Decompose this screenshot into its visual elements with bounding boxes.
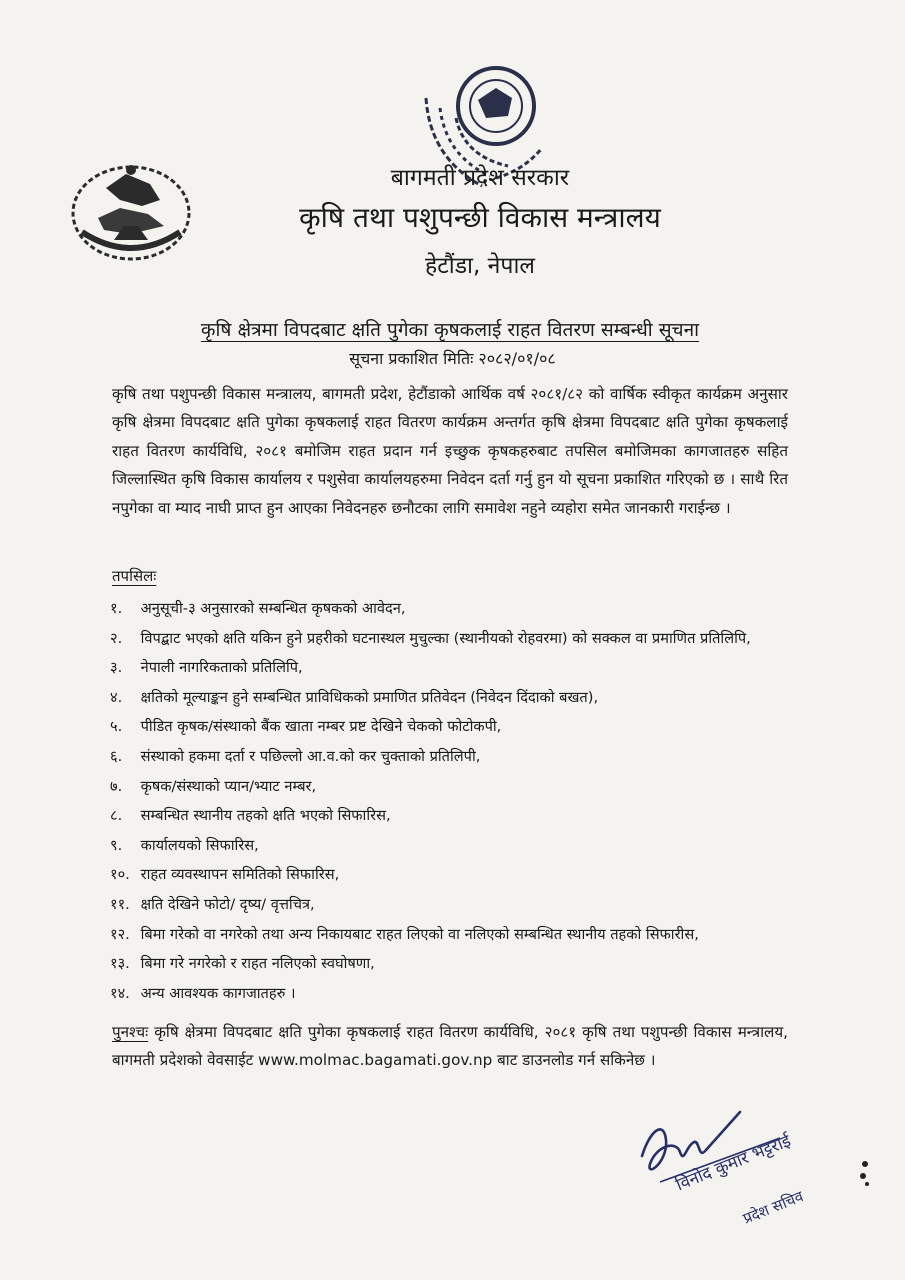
list-item xyxy=(110,712,790,742)
postscript-note xyxy=(112,1018,788,1074)
list-item xyxy=(110,949,790,979)
list-item-number: ६. xyxy=(110,747,123,765)
list-item xyxy=(110,920,790,950)
list-item xyxy=(110,772,790,802)
list-item xyxy=(110,653,790,683)
list-item-text: नेपाली नागरिकताको प्रतिलिपि, xyxy=(140,659,303,677)
list-item-text: अनुसूची-३ अनुसारको सम्बन्धित कृषकको आवेदन, xyxy=(140,600,406,617)
government-name: बागमती प्रदेश सरकार xyxy=(390,165,570,191)
ministry-name: कृषि तथा पशुपन्छी विकास मन्त्रालय xyxy=(299,201,661,234)
list-item xyxy=(110,979,790,1009)
office-location: हेटौंडा, नेपाल xyxy=(424,253,536,279)
list-item-text: अन्य आवश्यक कागजातहरु । xyxy=(140,984,296,1002)
list-item xyxy=(110,801,790,831)
list-item-number: १. xyxy=(110,600,123,617)
list-item-text: क्षतिको मूल्याङ्कन हुने सम्बन्धित प्राविधिकको प्रमाणित प्रतिवेदन (निवेदन दिंदाको बखत), xyxy=(140,688,599,706)
list-item-text: सम्बन्धित स्थानीय तहको क्षति भएको सिफारिस, xyxy=(140,807,391,825)
list-item-number: ५. xyxy=(110,718,123,736)
list-item-text: संस्थाको हकमा दर्ता र पछिल्लो आ.व.को कर चुक्ताको प्रतिलिपी, xyxy=(140,747,481,765)
list-item-number: ८. xyxy=(110,807,123,825)
list-item xyxy=(110,831,790,861)
list-heading: तपसिलः xyxy=(112,567,157,585)
list-item xyxy=(110,594,790,624)
list-item-number: १२. xyxy=(110,925,130,943)
signatory-designation: प्रदेश सचिव xyxy=(740,1187,806,1228)
list-item-text: क्षति देखिने फोटो/ दृष्य/ वृत्तचित्र, xyxy=(140,895,315,913)
list-item-number: ७. xyxy=(110,777,123,795)
list-item-number: ११. xyxy=(110,895,130,913)
postscript-label: पुनश्चः xyxy=(112,1023,149,1041)
signature-block xyxy=(620,1090,840,1240)
list-item-text: विपद्बाट भएको क्षति यकिन हुने प्रहरीको घटनास्थल मुचुल्का (स्थानीयको रोहवरमा) को सक्कल वा प्रमाणित प्रतिलिपि, xyxy=(140,629,751,647)
list-item-text: बिमा गरेको वा नगरेको तथा अन्य निकायबाट राहत लिएको वा नलिएको सम्बन्धित स्थानीय तहको सिफारीस, xyxy=(140,925,699,943)
list-item-text: कृषक/संस्थाको प्यान/भ्याट नम्बर, xyxy=(140,777,317,795)
signatory-name: विनोद कुमार भट्टराई xyxy=(673,1131,794,1196)
list-item-text: पीडित कृषक/संस्थाको बैंक खाता नम्बर प्रष्ट देखिने चेकको फोटोकपी, xyxy=(140,718,502,736)
list-item-number: ३. xyxy=(110,659,123,677)
list-item-text: बिमा गरे नगरेको र राहत नलिएको स्वघोषणा, xyxy=(140,955,375,973)
list-item-text: राहत व्यवस्थापन समितिको सिफारिस, xyxy=(140,866,340,884)
list-item-number: १०. xyxy=(110,866,130,884)
list-item-number: १३. xyxy=(110,955,130,973)
required-documents-list xyxy=(110,594,790,1008)
published-date: सूचना प्रकाशित मितिः २०८२/०१/०८ xyxy=(349,349,556,368)
list-item-number: २. xyxy=(110,629,123,647)
list-item-number: ४. xyxy=(110,688,123,706)
list-item-number: ९. xyxy=(110,836,123,854)
scan-mark-icon xyxy=(858,1158,872,1188)
list-item xyxy=(110,624,790,654)
nepal-emblem-icon xyxy=(68,160,194,266)
postscript-text: कृषि क्षेत्रमा विपदबाट क्षति पुगेका कृषकलाई राहत वितरण कार्यविधि, २०८१ कृषि तथा पशुपन्छी विकास मन्त्रालय, बागमती प्रदेशको वेवसाईट www.molmac.bagamati.gov.np बाट डाउनलोड गर्न सकिनेछ । xyxy=(112,1023,788,1069)
notice-title: कृषि क्षेत्रमा विपदबाट क्षति पुगेका कृषकलाई राहत वितरण सम्बन्धी सूचना xyxy=(200,319,700,341)
list-item xyxy=(110,742,790,772)
list-item xyxy=(110,683,790,713)
list-item-text: कार्यालयको सिफारिस, xyxy=(140,836,259,854)
notice-body: कृषि तथा पशुपन्छी विकास मन्त्रालय, बागमती प्रदेश, हेटौंडाको आर्थिक वर्ष २०८१/८२ को वार्षिक स्वीकृत कार्यक्रम अनुसार कृषि क्षेत्रमा विपदबाट क्षति पुगेका कृषकलाई राहत वितरण कार्यक्रम अन्तर्गत कृषि क्षेत्रमा विपदबाट क्षति पुगेका कृषकलाई राहत वितरण कार्यविधि, २०८१ बमोजिम राहत प्रदान गर्न इच्छुक कृषकहरुबाट तपसिल बमोजिमका कागजातहरु सहित जिल्लास्थित कृषि विकास कार्यालय र पशुसेवा कार्यालयहरुमा निवेदन दर्ता गर्नु हुन यो सूचना प्रकाशित गरिएको छ । साथै रित नपुगेका वा म्याद नाघी प्राप्त हुन आएका निवेदनहरु छनौटका लागि समावेश नहुने व्यहोरा समेत जानकारी गराईन्छ । xyxy=(112,385,788,517)
list-item xyxy=(110,890,790,920)
list-item xyxy=(110,860,790,890)
list-item-number: १४. xyxy=(110,984,130,1002)
